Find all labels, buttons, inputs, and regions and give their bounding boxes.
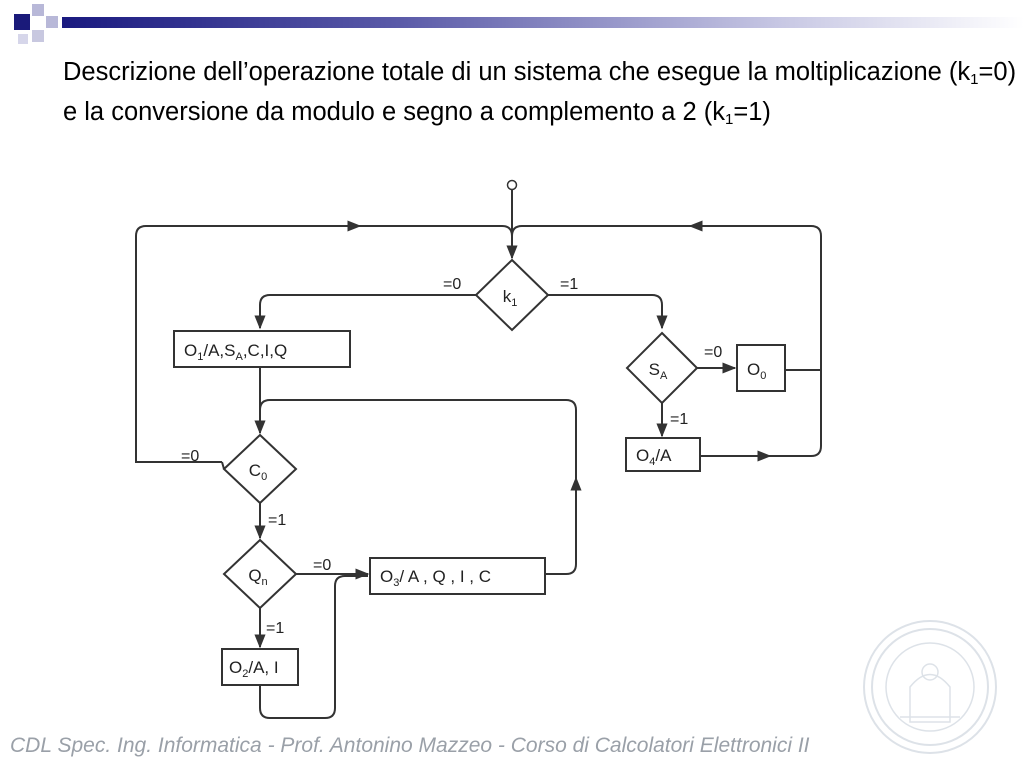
o2-label: $O_2/A$, I (229, 658, 279, 680)
k1-label: $k_1$ (502, 287, 518, 309)
o4-to-loop-line (700, 370, 821, 456)
qn-one-label: =1 (266, 620, 285, 637)
o3-label: $O_3/$ A , Q , I , C (380, 567, 491, 589)
k1-decision (476, 260, 548, 330)
sa-zero-label: =0 (704, 344, 723, 361)
sa-label: $S_A$ (648, 360, 668, 382)
o2-loop-line (260, 576, 368, 718)
c0-one-label: =1 (268, 512, 287, 529)
c0-zero-label: =0 (181, 448, 200, 465)
qn-label: $Q_n$ (248, 566, 268, 588)
o0-box (737, 345, 785, 391)
o0-label: $O_0$ (747, 360, 767, 382)
c0-zero-line (222, 462, 224, 469)
o1-label: $O_1/A,S_A,C,I,Q$ (184, 341, 288, 363)
c0-label: $C_0$ (248, 461, 268, 483)
loop-right-line (512, 226, 821, 370)
university-seal-watermark (860, 617, 1000, 757)
sa-one-label: =1 (670, 411, 689, 428)
k1-zero-label: =0 (443, 276, 462, 293)
k1-zero-branch (260, 295, 476, 328)
qn-zero-label: =0 (313, 557, 332, 574)
slide-title: Descrizione dell’operazione totale di un sistema che esegue la moltiplicazione $(k_1=0)$ e la conversione da modulo e segno a complemento a 2 $(k_1=1)$ (63, 58, 1017, 128)
o3-return-line (260, 400, 576, 574)
k1-one-branch (548, 295, 662, 328)
o4-label: $O_4/A$ (636, 446, 672, 468)
k1-one-label: =1 (560, 276, 579, 293)
sa-decision (627, 333, 697, 403)
slide-footer: CDL Spec. Ing. Informatica - Prof. Antonino Mazzeo - Corso di Calcolatori Elettronici II (10, 734, 810, 757)
start-node (508, 181, 517, 190)
